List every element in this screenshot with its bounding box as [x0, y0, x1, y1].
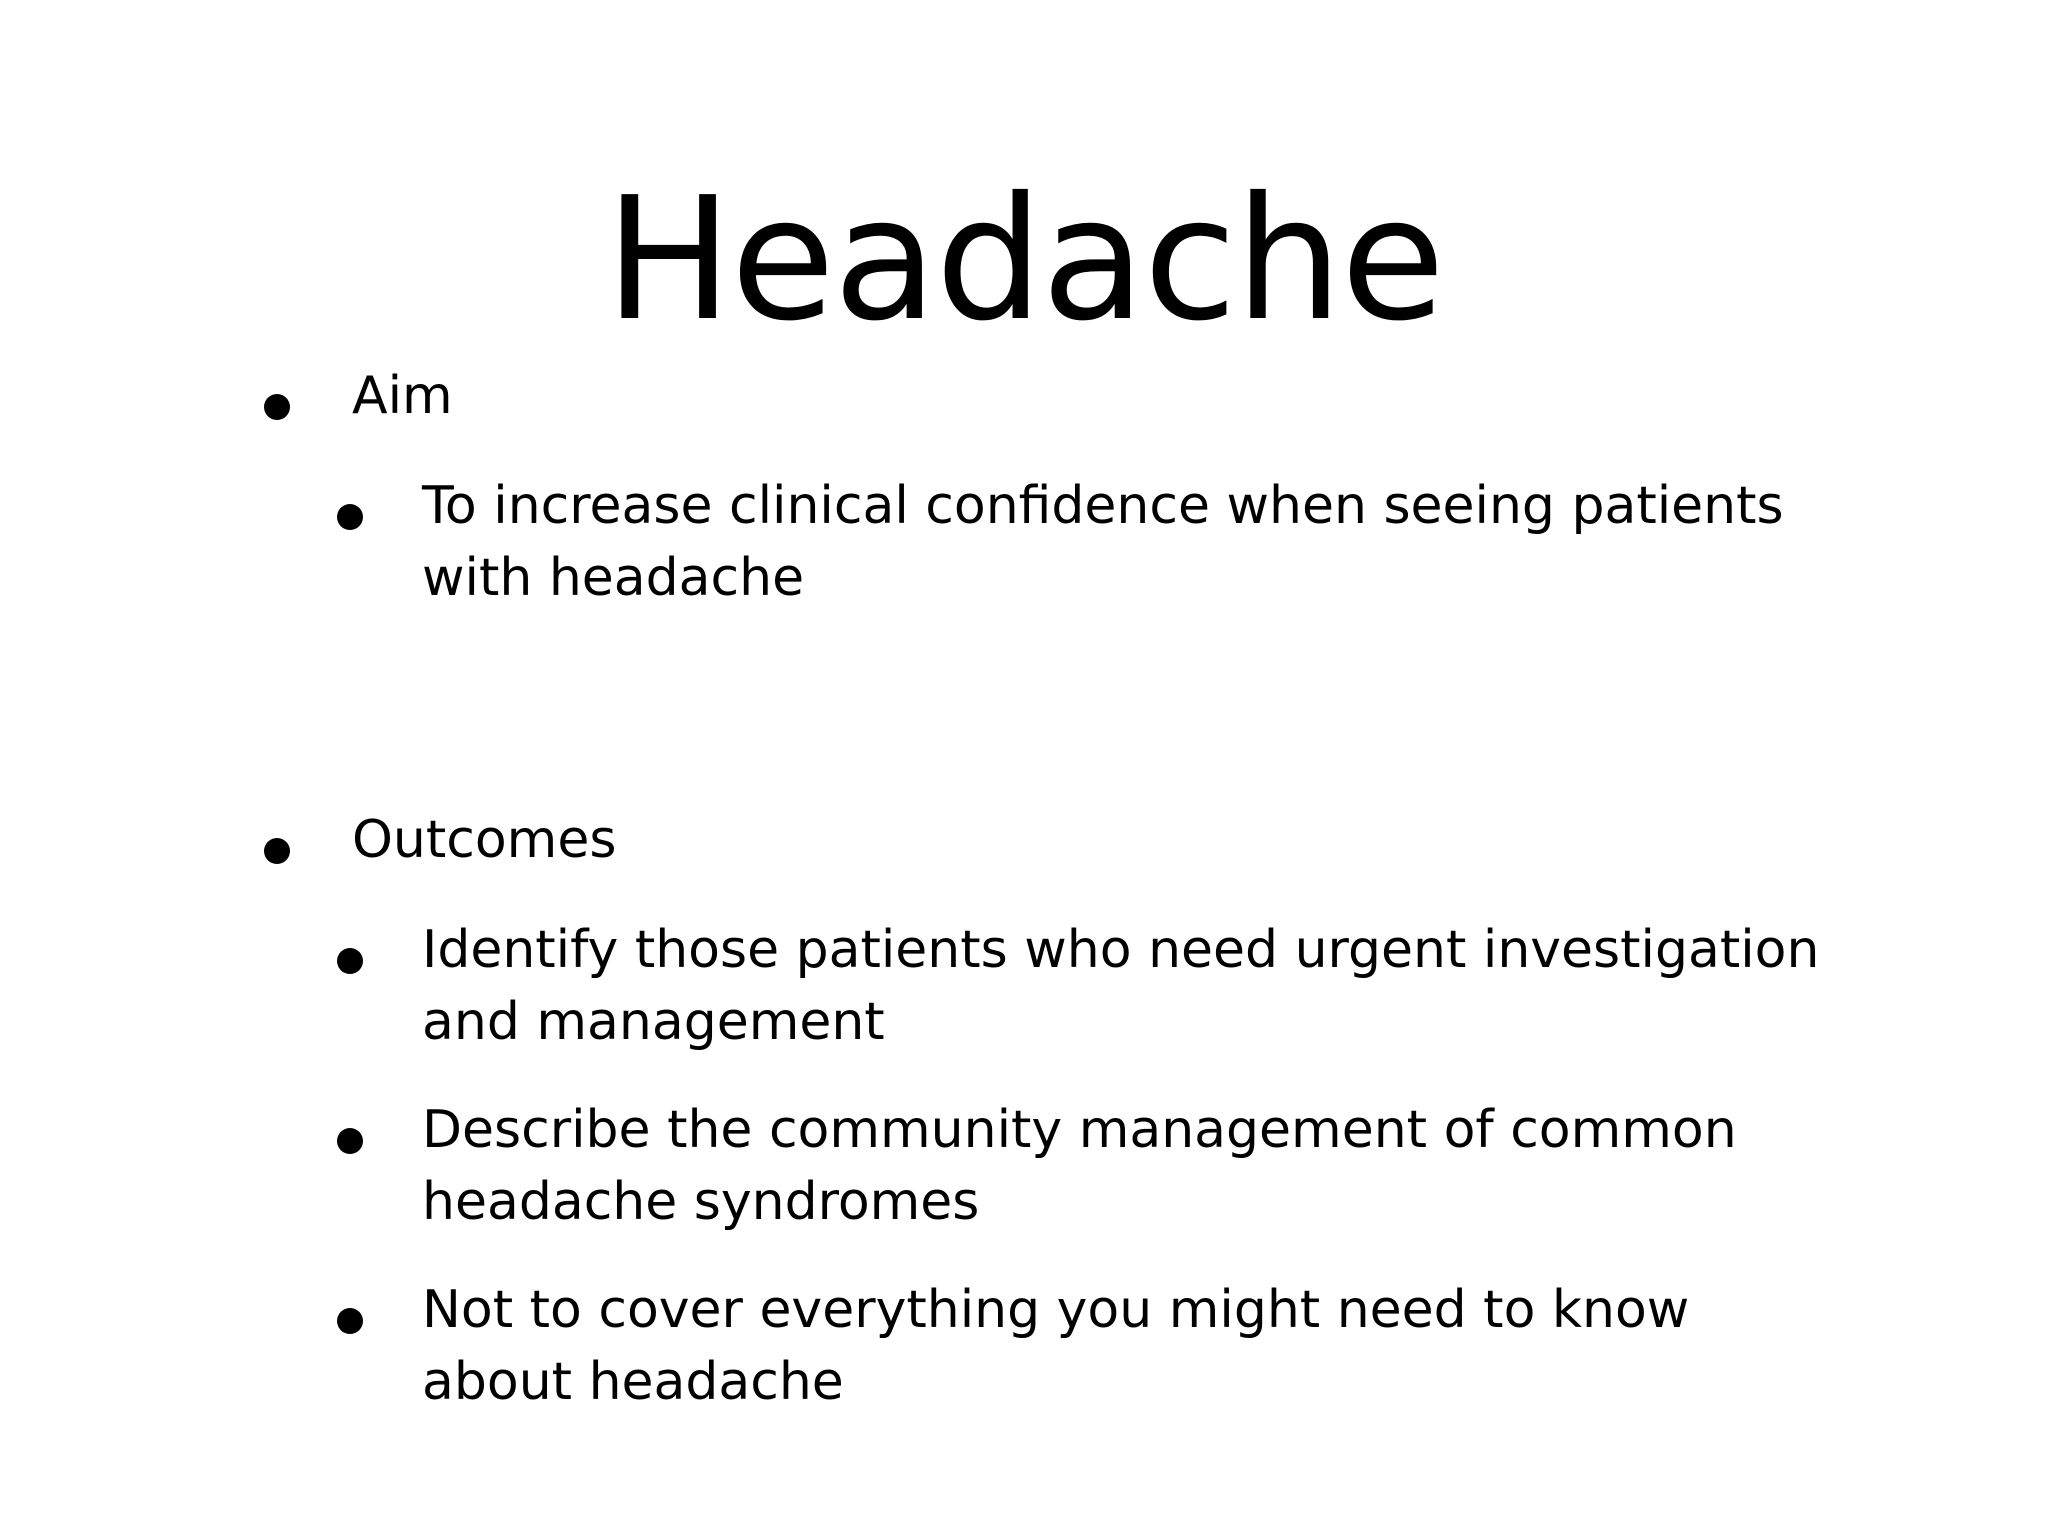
- bullet-text: Describe the community management of common headache syndromes: [422, 1100, 1737, 1232]
- bullet-dot-icon: [337, 1128, 363, 1154]
- bullet-dot-icon: [264, 838, 290, 864]
- bullet-heading-outcomes: Outcomes: [352, 810, 617, 870]
- bullet-text: Not to cover everything you might need to know about headache: [422, 1280, 1690, 1412]
- slide-title: Headache: [604, 161, 1444, 359]
- bullet-dot-icon: [337, 948, 363, 974]
- bullet-dot-icon: [337, 1308, 363, 1334]
- bullet-dot-icon: [337, 504, 363, 530]
- bullet-text: Identify those patients who need urgent investigation and management: [422, 920, 1820, 1052]
- bullet-text: To increase clinical confidence when seeing patients with headache: [422, 476, 1784, 608]
- bullet-dot-icon: [264, 394, 290, 420]
- bullet-heading-aim: Aim: [352, 366, 453, 426]
